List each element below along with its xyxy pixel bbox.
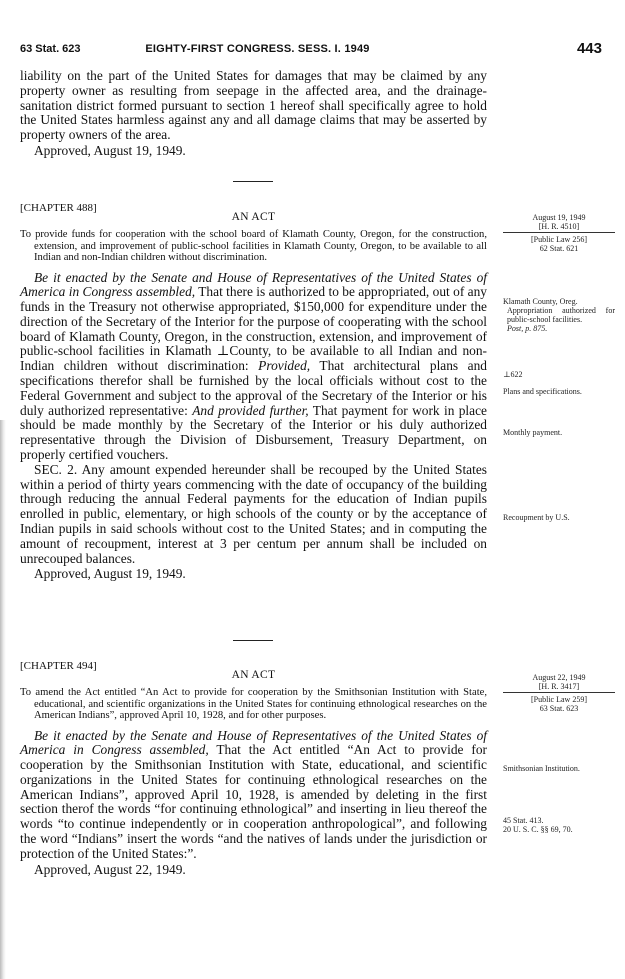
- sidenote-bill: [H. R. 4510]: [538, 222, 580, 231]
- section-rule: [233, 640, 273, 641]
- page-header: [20, 40, 610, 62]
- sidenote-bill-488: [503, 213, 615, 253]
- approved-line: Approved, August 19, 1949.: [34, 566, 186, 582]
- sidenote-date: August 19, 1949: [532, 213, 586, 222]
- binding-shadow: [0, 420, 6, 979]
- sidenote-bill: [H. R. 3417]: [538, 682, 580, 691]
- paragraph-text: That the Act entitled “An Act to provide for cooperation by the Smithsonian Institution with State, educational, and scientific organizations in the United States for continuing ethnological researches on the American Indians”, approved April 10, 1928, is amended by deleting in the first section therof the words “for continuing ethnological” and inserting in lieu thereof the words “to continue independently or in cooperation anthropological”, and following the word “Indians” insert the words “and the natives of lands under the jurisdiction or protection of the United States:”.: [20, 742, 487, 861]
- paragraph-text: That there is authorized to be appropriated, out of any funds in the Treasury not otherwise appropriated, $150,000 for expenditure under the direction of the Secretary of the Interior for the purpose of cooperating with the school board of Klamath County, Oregon, in the construction, extension, and improvement of public-school facilities in Klamath ⊥County, to be available to all Indian and non-Indian children without discrimination:: [20, 284, 487, 374]
- header-congress: EIGHTY-FIRST CONGRESS. SESS. I. 1949: [145, 43, 370, 55]
- sidenote-plans: Plans and specifications.: [503, 387, 582, 396]
- section-rule: [233, 181, 273, 182]
- enacting-paragraph: [20, 729, 487, 862]
- enacting-clause: Be it enacted by the Senate and House of Representatives of the United States of America in Congress assembled,: [20, 727, 487, 758]
- sidenote-date: August 22, 1949: [532, 673, 586, 682]
- continuation-paragraph: liability on the part of the United States for damages that may be claimed by any property owner as resulting from seepage in the affected area, and the drainage-sanitation district formed pursuant to section 1 hereof shall specifically agree to hold the United States harmless against any and all damage claims that may be asserted by property owners of the area.: [20, 68, 487, 143]
- section-2-paragraph: SEC. 2. Any amount expended hereunder shall be recouped by the United States within a period of thirty years commencing with the date of occupancy of the building through reducing the annual Federal payments for the education of Indian pupils enrolled in public, elementary, or high schools of the county or by the acceptance of Indian pupils in said schools without cost to the United States; and in computing the amount of recoupment, interest at 3 per centum per annum shall be included on unrecouped balances.: [20, 461, 487, 566]
- proviso: Provided,: [258, 358, 311, 374]
- sidenote-klamath: [503, 297, 615, 333]
- sidenote-page-mark: ⊥622: [503, 370, 523, 379]
- sidenote-text: Appropriation authorized for public-school facilities.: [507, 306, 615, 324]
- proviso: And provided further,: [192, 402, 309, 418]
- act-purpose: To provide funds for cooperation with the school board of Klamath County, Oregon, for the construction, extension, and improvement of public-school facilities in Klamath County, Oregon, to be available to all Indian and non-Indian children without discrimination.: [20, 229, 487, 263]
- approved-line: Approved, August 22, 1949.: [34, 861, 186, 877]
- chapter-number: [CHAPTER 488]: [20, 202, 97, 214]
- sidenote-public-law: [Public Law 259]: [503, 692, 615, 704]
- approved-line: Approved, August 19, 1949.: [34, 142, 186, 158]
- sidenote-smithsonian: Smithsonian Institution.: [503, 764, 580, 773]
- sidenote-bill-494: [503, 673, 615, 713]
- act-purpose: To amend the Act entitled “An Act to provide for cooperation by the Smithsonian Institution with State, educational, and scientific organizations in the United States for continuing ethnological researches on the American Indians”, approved April 10, 1928, and for other purposes.: [20, 687, 487, 721]
- act-title: AN ACT: [231, 669, 276, 681]
- act-title: AN ACT: [231, 211, 276, 223]
- sidenote-recoupment: Recoupment by U.S.: [503, 513, 570, 522]
- sidenote-text: Klamath County, Oreg.: [503, 297, 578, 306]
- enacting-paragraph: [20, 271, 487, 463]
- sidenote-text: 20 U. S. C. §§ 69, 70.: [503, 825, 573, 834]
- sidenote-stat: 62 Stat. 621: [539, 244, 579, 253]
- page-number: 443: [576, 40, 602, 57]
- enacting-clause: Be it enacted by the Senate and House of Representatives of the United States of America in Congress assembled,: [20, 269, 487, 300]
- sidenote-stat: 63 Stat. 623: [539, 704, 579, 713]
- chapter-488: [20, 202, 487, 581]
- paragraph-text: That architectural plans and specifications therefor shall be furnished by the local officials without cost to the Federal Government and subject to the approval of the Secretary of the Interior or his duly authorized representative:: [20, 358, 487, 418]
- sidenote-public-law: [Public Law 256]: [503, 232, 615, 244]
- continuation-section: [20, 69, 487, 158]
- sidenote-text: 45 Stat. 413.: [503, 816, 544, 825]
- sidenote-citation: [503, 816, 615, 834]
- header-stat-ref: 63 Stat. 623: [20, 43, 81, 55]
- paragraph-text: That payment for work in place should be made monthly by the Secretary of the Interior or his duly authorized representative through the Division of Disbursement, Treasury Department, on properly certified vouchers.: [20, 402, 487, 463]
- chapter-number: [CHAPTER 494]: [20, 660, 97, 672]
- sidenote-text: Post, p. 875.: [507, 324, 548, 333]
- sidenote-monthly: Monthly payment.: [503, 428, 563, 437]
- chapter-494: [20, 660, 487, 877]
